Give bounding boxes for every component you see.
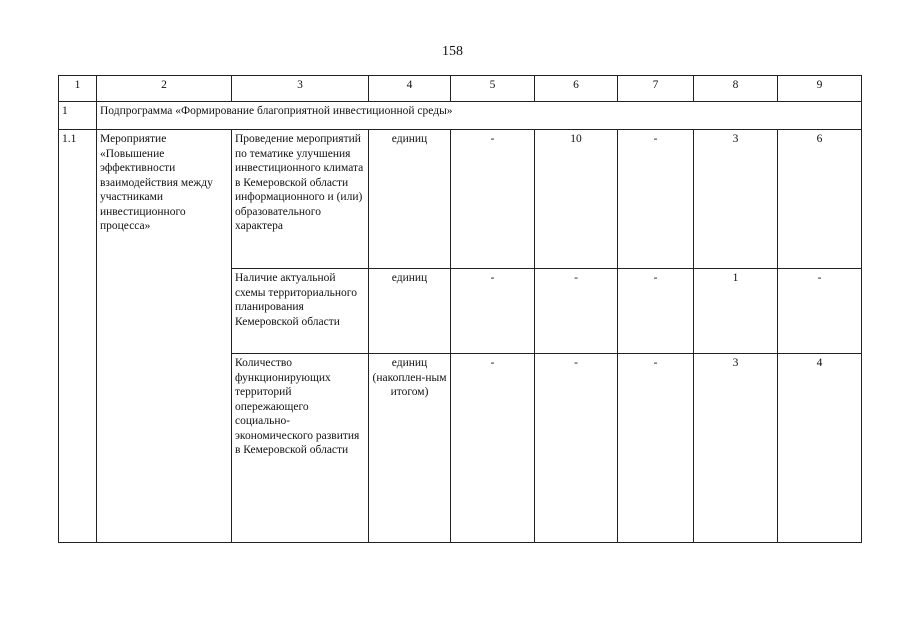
value-cell: - [778,269,862,354]
header-cell: 7 [618,76,694,102]
header-cell: 6 [535,76,618,102]
section-title: Подпрограмма «Формирование благоприятной инвестиционной среды» [97,102,862,130]
value-cell: - [451,354,535,543]
indicator-unit: единиц (накоплен-ным итогом) [369,354,451,543]
value-cell: 3 [694,354,778,543]
indicator-name: Наличие актуальной схемы территориального планирования Кемеровской области [232,269,369,354]
value-cell: - [535,269,618,354]
page-number: 158 [442,44,463,59]
header-cell: 5 [451,76,535,102]
value-cell: 10 [535,130,618,269]
value-cell: - [618,354,694,543]
value-cell: 3 [694,130,778,269]
value-cell: - [618,130,694,269]
value-cell: - [451,269,535,354]
header-row [59,76,862,102]
value-cell: - [535,354,618,543]
indicator-name: Проведение мероприятий по тематике улучшения инвестиционного климата в Кемеровской области информационного и (или) образовательного характера [232,130,369,269]
header-cell: 1 [59,76,97,102]
value-cell: 1 [694,269,778,354]
value-cell: - [618,269,694,354]
indicator-unit: единиц [369,130,451,269]
value-cell: 4 [778,354,862,543]
indicators-table [58,75,862,543]
header-cell: 9 [778,76,862,102]
header-cell: 4 [369,76,451,102]
value-cell: - [451,130,535,269]
section-number: 1 [59,102,97,130]
indicator-unit: единиц [369,269,451,354]
section-row [59,102,862,130]
header-cell: 3 [232,76,369,102]
header-cell: 8 [694,76,778,102]
header-cell: 2 [97,76,232,102]
value-cell: 6 [778,130,862,269]
indicator-name: Количество функционирующих территорий опережающего социально-экономического развития в Кемеровской области [232,354,369,543]
activity-name: Мероприятие «Повышение эффективности взаимодействия между участниками инвестиционного процесса» [97,130,232,543]
table-row [59,130,862,269]
activity-number: 1.1 [59,130,97,543]
